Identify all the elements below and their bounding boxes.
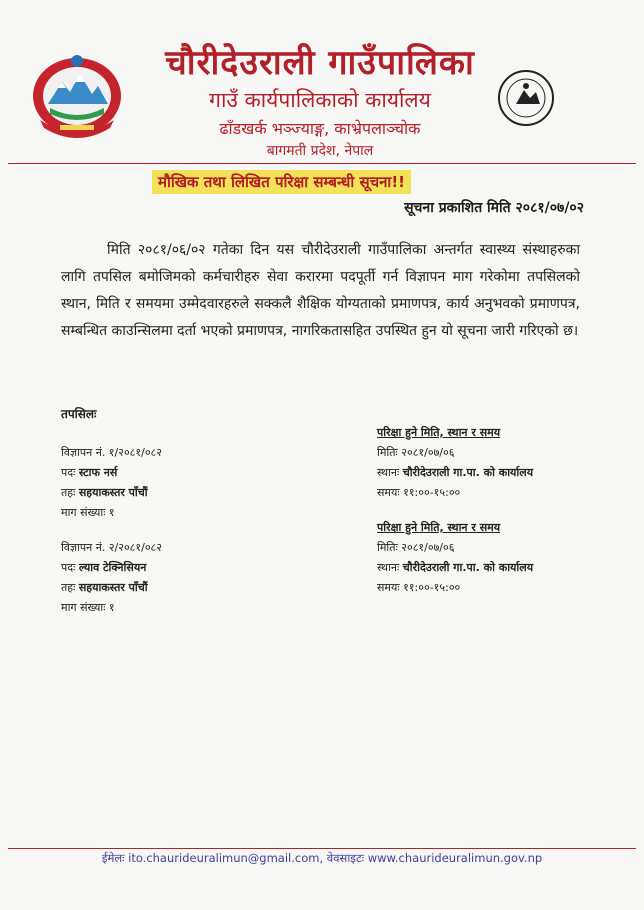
advert-1-exam-date: मितिः २०८१/०७/०६ xyxy=(377,446,455,459)
advert-2-number: विज्ञापन नं. २/२०८१/०८२ xyxy=(61,541,162,554)
footer-contact: ईमेलः ito.chaurideuralimun@gmail.com, वेवसाइटः www.chaurideuralimun.gov.np xyxy=(101,851,543,865)
letterhead-divider xyxy=(8,163,636,164)
office-name: चौरीदेउराली गाउँपालिका xyxy=(165,43,475,83)
advert-2-demand: माग संख्याः १ xyxy=(61,601,115,614)
advert-1-demand: माग संख्याः १ xyxy=(61,506,115,519)
advert-1-level: तहः सहयाकस्तर पाँचौं xyxy=(61,486,148,499)
notice-body: मिति २०८१/०६/०२ गतेका दिन यस चौरीदेउराली गाउँपालिका अन्तर्गत स्वास्थ्य संस्थाहरुका लागि तपसिल बमोजिमको कर्मचारीहरु सेवा करारमा पदपूर्ती गर्न विज्ञापन माग गरेकोमा तपसिलको स्थान, मिति र समयमा उम्मेदवारहरुले सक्कलै शैक्षिक योग्यताको प्रमाणपत्र, कार्य अनुभवको प्रमाणपत्र, सम्बन्धित काउन्सिलमा दर्ता भएको प्रमाणपत्र, नागरिकतासहित उपस्थित हुन यो सूचना जारी गरिएको छ। xyxy=(61,242,580,339)
address-line-2: बागमती प्रदेश, नेपाल xyxy=(266,143,374,159)
advert-2-level: तहः सहयाकस्तर पाँचौं xyxy=(61,581,148,594)
advert-1-time: समयः ११:००-१५:०० xyxy=(377,486,461,499)
details-heading: तपसिलः xyxy=(61,407,97,421)
advert-1-exam-heading: परिक्षा हुने मिति, स्थान र समय xyxy=(377,426,501,439)
advert-2-exam-date: मितिः २०८१/०७/०६ xyxy=(377,541,455,554)
advert-1-number: विज्ञापन नं. १/२०८१/०८२ xyxy=(61,446,162,459)
advert-2-post: पदः ल्याव टेक्निसियन xyxy=(61,561,147,574)
footer-divider xyxy=(8,848,636,849)
advert-2-exam-heading: परिक्षा हुने मिति, स्थान र समय xyxy=(377,521,501,534)
office-subtitle: गाउँ कार्यपालिकाको कार्यालय xyxy=(209,88,431,112)
advert-1-venue: स्थानः चौरीदेउराली गा.पा. को कार्यालय xyxy=(377,466,534,479)
advert-2-time: समयः ११:००-१५:०० xyxy=(377,581,461,594)
advert-2-venue: स्थानः चौरीदेउराली गा.पा. को कार्यालय xyxy=(377,561,534,574)
address-line-1: ढाँडखर्क भञ्ज्याङ्ग, काभ्रेपलाञ्चोक xyxy=(219,119,421,138)
published-date: सूचना प्रकाशित मिति २०८१/०७/०२ xyxy=(404,200,584,216)
notice-title: मौखिक तथा लिखित परिक्षा सम्बन्धी सूचना!! xyxy=(152,170,411,194)
advert-1-post: पदः स्टाफ नर्स xyxy=(61,466,118,479)
nepal-emblem-icon xyxy=(30,52,124,138)
